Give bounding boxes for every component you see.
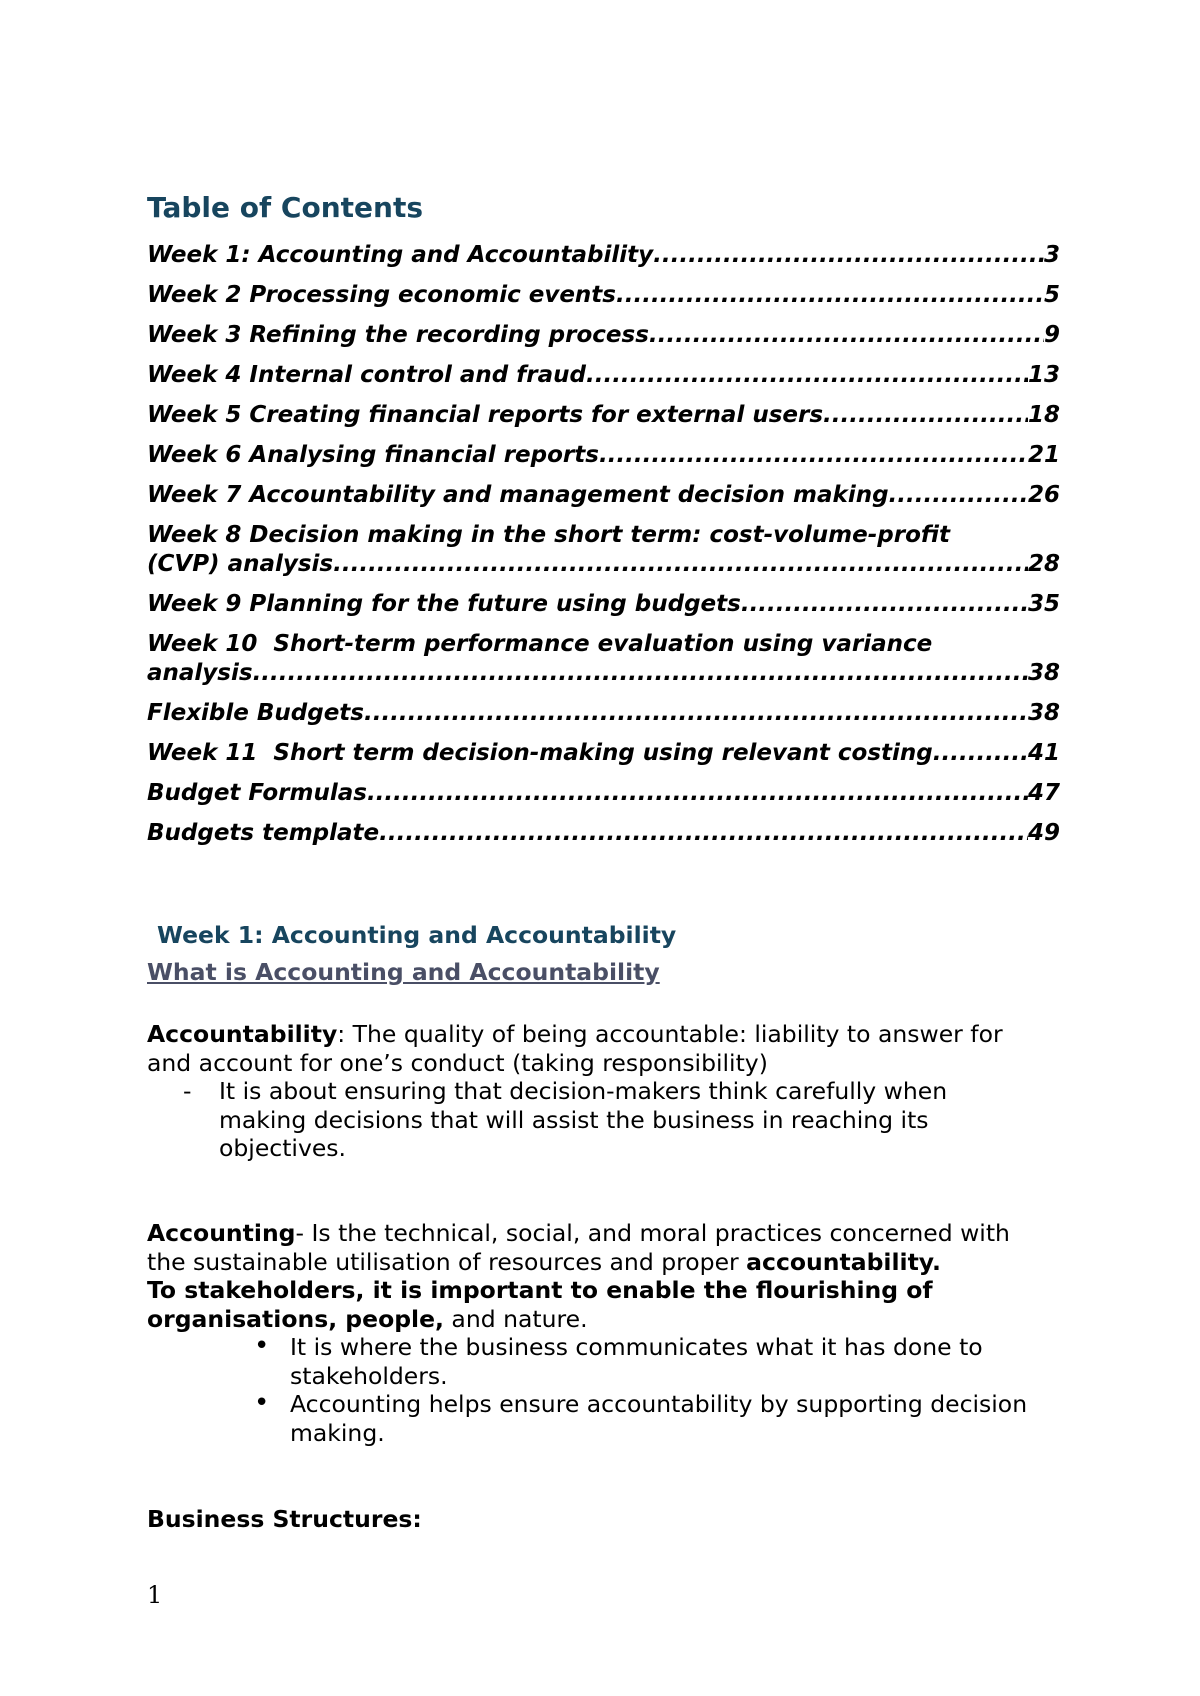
toc-page-number: 35 <box>1027 591 1060 617</box>
toc-entry-budget-formulas[interactable] <box>147 779 1060 808</box>
list-item <box>290 1390 1060 1447</box>
toc-leader-dots <box>649 321 1044 350</box>
toc-leader-dots <box>379 819 1028 848</box>
list-item-line: - It is about ensuring that decision-makers think carefully when <box>219 1077 948 1105</box>
section-heading: Week 1: Accounting and Accountability <box>157 921 677 949</box>
toc-leader-dots <box>823 401 1028 430</box>
accountability-line1 <box>147 1020 1060 1049</box>
toc-entry-text: Week 7 Accountability and management decision making <box>147 482 889 508</box>
stakeholders-line2-text: and nature. <box>443 1304 588 1333</box>
toc-entry-week-9[interactable] <box>147 590 1060 619</box>
toc-page-number: 49 <box>1027 820 1060 846</box>
accounting-line1 <box>147 1219 1060 1248</box>
toc-page-number: 3 <box>1043 242 1060 268</box>
toc-page-number: 26 <box>1027 482 1060 508</box>
toc-page-number: 28 <box>1027 551 1060 577</box>
list-item-line: objectives. <box>219 1134 347 1162</box>
toc-entry-week-2[interactable] <box>147 281 1060 310</box>
toc-entry-week-6[interactable] <box>147 441 1060 470</box>
toc-entry-week-3[interactable] <box>147 321 1060 350</box>
toc-entry-flexible-budgets[interactable] <box>147 699 1060 728</box>
toc-title: Table of Contents <box>147 191 424 224</box>
toc-entry-budgets-template[interactable] <box>147 819 1060 848</box>
accountability-points <box>147 1077 1060 1163</box>
toc-entry-text: Week 2 Processing economic events <box>147 282 616 308</box>
toc-leader-dots <box>599 441 1028 470</box>
accountability-term: Accountability <box>147 1020 338 1048</box>
toc-entry-week-11[interactable] <box>147 739 1060 768</box>
toc-leader-dots <box>653 241 1044 270</box>
list-item-line: making decisions that will assist the business in reaching its <box>219 1105 929 1134</box>
toc-entry-text-line1: Week 8 Decision making in the short term: cost-volume-profit <box>147 522 950 548</box>
stakeholders-line1-bold: To stakeholders, it is important to enable the flourishing of <box>147 1276 933 1304</box>
toc-entry-text: analysis <box>147 660 253 686</box>
toc-page-number: 13 <box>1027 362 1060 388</box>
toc-entry-text: Week 5 Creating financial reports for external users <box>147 402 824 428</box>
toc-entry-text: Budget Formulas <box>147 780 367 806</box>
list-item-line: • It is where the business communicates what it has done to <box>290 1333 983 1361</box>
toc-leader-dots <box>741 590 1028 619</box>
toc-entry-text-line1: Week 10 Short-term performance evaluation using variance <box>147 631 933 657</box>
stakeholders-line2-bold: organisations, people, <box>147 1304 444 1333</box>
accounting-line2-text: the sustainable utilisation of resources and proper <box>147 1247 747 1276</box>
toc-entry-text: Week 11 Short term decision-making using relevant costing <box>147 740 933 766</box>
toc-page-number: 41 <box>1027 740 1060 766</box>
list-item <box>290 1333 1060 1390</box>
toc-page-number: 47 <box>1027 780 1060 806</box>
accounting-line2-bold: accountability. <box>746 1247 941 1276</box>
toc-entry-week-4[interactable] <box>147 361 1060 390</box>
toc-entry-text: Week 1: Accounting and Accountability <box>147 242 654 268</box>
table-of-contents <box>147 241 1060 859</box>
toc-entry-text: Flexible Budgets <box>147 700 364 726</box>
toc-leader-dots <box>333 550 1028 579</box>
list-item <box>219 1077 1060 1163</box>
toc-entry-text: Budgets template <box>147 820 380 846</box>
toc-leader-dots <box>616 281 1044 310</box>
toc-entry-text: Week 6 Analysing financial reports <box>147 442 599 468</box>
accounting-term: Accounting <box>147 1219 296 1247</box>
accounting-definition <box>147 1219 1060 1447</box>
toc-leader-dots <box>586 361 1028 390</box>
accountability-definition-text: : The quality of being accountable: liability to answer for <box>337 1020 1003 1048</box>
toc-entry-text: Week 9 Planning for the future using budgets <box>147 591 741 617</box>
accountability-definition <box>147 1020 1060 1163</box>
toc-entry-week-7[interactable] <box>147 481 1060 510</box>
accounting-line2 <box>147 1248 1060 1277</box>
toc-page-number: 38 <box>1027 660 1060 686</box>
toc-entry-week-10[interactable] <box>147 630 1060 688</box>
toc-leader-dots <box>253 659 1028 688</box>
toc-entry-text: Week 3 Refining the recording process <box>147 322 649 348</box>
business-structures-heading: Business Structures: <box>147 1505 422 1533</box>
toc-entry-text: (CVP) analysis <box>147 551 334 577</box>
toc-leader-dots <box>889 481 1028 510</box>
toc-entry-text: Week 4 Internal control and fraud <box>147 362 586 388</box>
toc-page-number: 21 <box>1027 442 1060 468</box>
list-item-line: • Accounting helps ensure accountability by supporting decision <box>290 1390 1028 1418</box>
toc-entry-week-8[interactable] <box>147 521 1060 579</box>
toc-entry-week-5[interactable] <box>147 401 1060 430</box>
list-item-line: stakeholders. <box>290 1361 448 1390</box>
section-subheading: What is Accounting and Accountability <box>147 958 660 986</box>
toc-leader-dots <box>364 699 1028 728</box>
toc-leader-dots <box>367 779 1028 808</box>
stakeholders-line1 <box>147 1276 1060 1305</box>
accounting-definition-text: - Is the technical, social, and moral practices concerned with <box>295 1219 1010 1247</box>
toc-entry-week-1[interactable] <box>147 241 1060 270</box>
toc-page-number: 38 <box>1027 700 1060 726</box>
accountability-line2: and account for one’s conduct (taking responsibility) <box>147 1048 768 1077</box>
toc-page-number: 9 <box>1043 322 1060 348</box>
toc-leader-dots <box>933 739 1028 768</box>
stakeholders-line2 <box>147 1305 1060 1334</box>
page-number: 1 <box>147 1581 163 1609</box>
list-item-line: making. <box>290 1418 385 1447</box>
toc-page-number: 18 <box>1027 402 1060 428</box>
toc-page-number: 5 <box>1043 282 1060 308</box>
accounting-points <box>147 1333 1060 1447</box>
